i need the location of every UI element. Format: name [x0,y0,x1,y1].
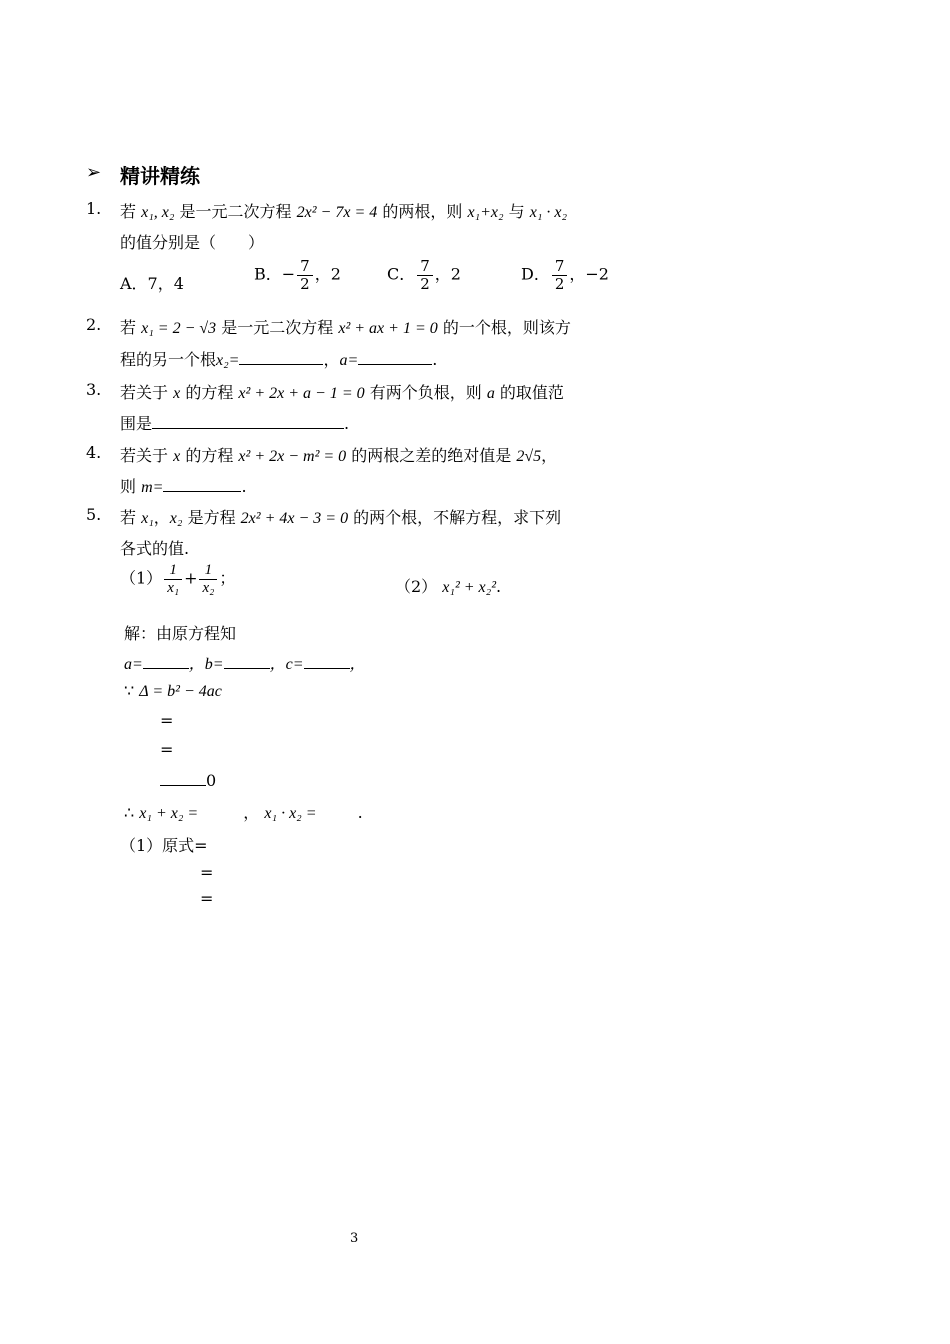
q5-text: 是方程 [187,508,236,527]
answer-blank-m[interactable] [163,475,241,492]
q1-line1 [120,199,567,222]
q1-text: 与 [508,202,525,221]
q4-line1 [120,443,557,466]
q3-line2 [120,411,349,434]
q2-line1 [120,315,571,338]
q5-number: 5. [86,505,102,524]
answer-blank-a[interactable] [358,348,432,365]
q5-var-x2: x₂ [169,510,183,527]
q5-text: ， [153,508,170,527]
page-number: 3 [350,1231,359,1246]
solution-intro: 解：由原方程知 [124,624,237,643]
numerator: 7 [417,258,433,276]
original-equals-1: = [200,863,214,882]
q3-text: . [344,414,350,433]
answer-blank-c-coef[interactable] [304,652,350,669]
var-b: ，b= [188,656,224,673]
numerator: 7 [297,258,313,276]
q3-var-x: x [173,385,181,402]
numerator: 1 [164,562,182,580]
var-c: ，c= [269,656,304,673]
option-label: D． [521,264,550,284]
root-sum: x₁ + x₂ = [139,805,199,822]
minus-sign: − [281,264,296,284]
separator: ， [349,656,366,673]
denominator: 2 [554,274,565,293]
answer-blank-x2[interactable] [239,348,323,365]
q3-equation: x² + 2x + a − 1 = 0 [238,385,365,402]
denominator: x₂ [202,579,215,596]
q2-text: 程的另一个根 [120,350,217,369]
q2-text: 是一元二次方程 [221,318,334,337]
denominator: 2 [300,274,310,293]
heading-arrow-icon: ➢ [86,162,102,183]
q5-part1 [120,562,235,596]
numerator: 7 [552,258,568,276]
q4-value: 2√5 [516,448,542,465]
q1-text: 是一元二次方程 [179,202,292,221]
discriminant-formula: Δ = b² − 4ac [139,683,222,700]
q2-text: 的一个根，则该方 [442,318,571,337]
q3-line1 [120,380,564,403]
answer-blank-b-coef[interactable] [224,652,270,669]
plus-sign: + [184,568,198,588]
separator: ， [243,803,260,822]
solution-equals-2: = [160,740,174,759]
q2-text: 若 [120,318,137,337]
q4-text: 若关于 [120,446,169,465]
part2-expression: x₁² + x₂² [442,579,496,596]
fraction [417,258,433,292]
q3-text: 若关于 [120,383,169,402]
q2-equation: x² + ax + 1 = 0 [338,320,438,337]
option-label: C． [387,264,416,284]
root-product: x₁ · x₂ = [264,805,317,822]
solution-equals-1: = [160,711,174,730]
original-expression-label: （1）原式= [120,836,208,855]
q4-text: ， [541,446,558,465]
q2-text: . [432,350,438,369]
q3-text: 的取值范 [499,383,564,402]
q1-option-b [254,258,341,292]
q2-number: 2. [86,315,102,334]
q5-line1 [120,505,561,528]
period: . [357,803,363,822]
q4-text: 的两根之差的绝对值是 [351,446,512,465]
q3-var-a: a [486,385,495,402]
answer-blank-comparison[interactable] [160,769,206,786]
q1-product: x₁ · x₂ [529,204,568,221]
answer-blank-a-coef[interactable] [143,652,189,669]
q1-option-d [521,258,609,292]
q4-number: 4. [86,443,102,462]
solution-abc [124,651,366,674]
q3-text: 有两个负根，则 [369,383,482,402]
q1-text: 的两根，则 [382,202,463,221]
original-equals-2: = [200,889,214,908]
q4-text: 则 [120,477,137,496]
q2-text: ， [323,350,340,369]
q1-sum: x₁+x₂ [467,204,504,221]
therefore-symbol: ∴ [124,803,135,822]
denominator: x₁ [167,579,180,596]
q2-root: x₁ = 2 − √3 [141,320,217,337]
q4-text: 的方程 [185,446,234,465]
because-symbol: ∵ [124,681,135,700]
part-label: （1） [120,568,163,588]
fraction [164,562,182,596]
section-title: 精讲精练 [120,164,200,188]
q1-text: 若 [120,202,137,221]
q5-line2: 各式的值. [120,539,190,558]
answer-blank-range[interactable] [152,412,344,429]
q4-equation: x² + 2x − m² = 0 [238,448,347,465]
q2-var-a: a= [339,352,359,369]
q5-equation: 2x² + 4x − 3 = 0 [240,510,349,527]
var-a: a= [124,656,143,673]
q5-var-x1: x₁ [141,510,154,527]
q1-line2: 的值分别是（ ） [120,233,265,252]
part-end: ； [219,568,236,588]
denominator: 2 [420,274,430,293]
q1-number: 1. [86,199,102,218]
q4-var-x: x [173,448,181,465]
q4-line2 [120,474,247,497]
option-tail: ，−2 [569,264,609,284]
q3-number: 3. [86,380,102,399]
q2-var-x2: x₂= [216,352,240,369]
solution-vieta [124,800,363,823]
numerator: 1 [199,562,217,580]
part-label: （2） [395,577,438,596]
q5-part2 [395,574,501,597]
q4-text: . [241,477,247,496]
solution-comparison [160,769,216,790]
q1-equation: 2x² − 7x = 4 [296,204,378,221]
q2-line2 [120,347,437,370]
q3-text: 的方程 [185,383,234,402]
q1-option-a: A．7，4 [120,274,184,293]
fraction [199,562,217,596]
option-label: B． [254,264,282,284]
q1-option-c [387,258,461,292]
q5-text: 的两个根，不解方程，求下列 [353,508,562,527]
zero-value: 0 [206,771,217,790]
option-tail: ，2 [434,264,461,284]
q1-vars: x₁, x₂ [141,204,175,221]
q5-text: 若 [120,508,137,527]
q4-var-m: m= [141,479,164,496]
q3-text: 围是 [120,414,153,433]
part-end: . [496,577,502,596]
solution-delta [124,681,222,701]
fraction [552,258,568,292]
option-tail: ，2 [314,264,341,284]
fraction [297,258,313,292]
